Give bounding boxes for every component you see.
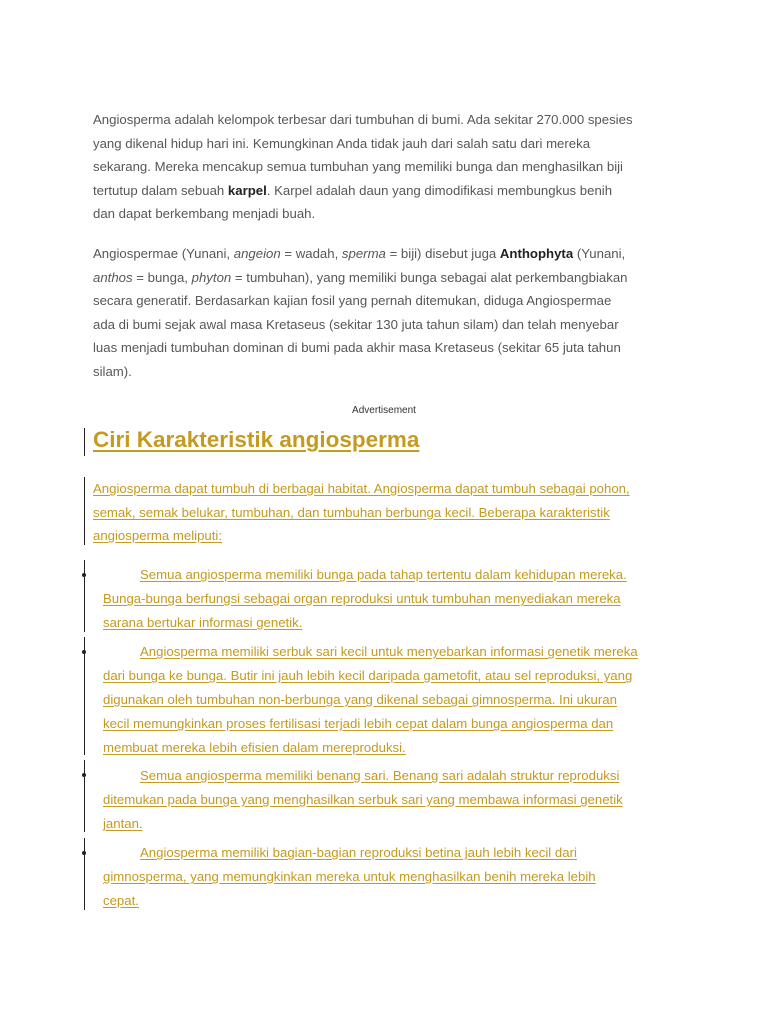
text-line: sarana bertukar informasi genetik. <box>103 615 303 630</box>
text-line: membuat mereka lebih efisien dalam mereproduksi. <box>103 740 406 755</box>
italic-term: sperma <box>341 246 386 261</box>
text-run: = bunga, <box>132 269 192 285</box>
text-run: = tumbuhan), yang memiliki bunga sebagai alat perkembangbiakan <box>231 269 628 285</box>
list-item-link[interactable] <box>103 563 693 635</box>
text-line <box>93 179 683 203</box>
text-run: tertutup dalam sebuah <box>93 182 228 198</box>
text-line: kecil memungkinkan proses fertilisasi terjadi lebih cepat dalam bunga angiosperma dan <box>103 716 614 731</box>
list-item-rule <box>84 560 85 632</box>
paragraph-angiospermae-definition <box>93 242 683 383</box>
text-line: secara generatif. Berdasarkan kajian fosil yang pernah ditemukan, diduga Angiospermae <box>93 293 612 308</box>
list-item-rule <box>84 637 85 755</box>
text-line: angiosperma meliputi: <box>93 528 223 543</box>
bold-term-anthophyta: Anthophyta <box>499 246 574 261</box>
bold-term-karpel: karpel <box>227 182 267 198</box>
text-line: Semua angiosperma memiliki benang sari. Benang sari adalah struktur reproduksi <box>140 768 620 783</box>
list-item-rule <box>84 838 85 910</box>
list-item-link[interactable] <box>103 764 693 836</box>
section-intro-link[interactable] <box>93 477 693 548</box>
text-line: semak, semak belukar, tumbuhan, dan tumbuhan berbunga kecil. Beberapa karakteristik <box>93 504 610 520</box>
text-line: luas menjadi tumbuhan dominan di bumi pada akhir masa Kretaseus (sekitar 65 juta tahun <box>93 340 621 355</box>
text-line: digunakan oleh tumbuhan non-berbunga yang dikenal sebagai gimnosperma. Ini ukuran <box>103 692 617 707</box>
text-line: ada di bumi sejak awal masa Kretaseus (sekitar 130 juta tahun silam) dan telah menyebar <box>93 316 619 332</box>
text-line: Angiosperma adalah kelompok terbesar dari tumbuhan di bumi. Ada sekitar 270.000 spesies <box>93 112 633 127</box>
text-run: Angiospermae (Yunani, <box>93 246 234 261</box>
text-line: yang dikenal hidup hari ini. Kemungkinan Anda tidak jauh dari salah satu dari mereka <box>93 135 591 151</box>
advertisement-label: Advertisement <box>352 405 416 416</box>
text-line: Angiosperma memiliki bagian-bagian reproduksi betina jauh lebih kecil dari <box>140 845 577 860</box>
list-item-link[interactable] <box>103 841 693 913</box>
italic-term: phyton <box>191 269 232 285</box>
text-line <box>93 242 683 266</box>
text-line <box>93 266 683 290</box>
text-run: = biji) disebut juga <box>385 246 500 261</box>
paragraph-angiosperma-intro <box>93 108 683 226</box>
text-line: gimnosperma, yang memungkinkan mereka untuk menghasilkan benih mereka lebih <box>103 869 596 884</box>
heading-rule <box>84 428 85 456</box>
text-run: = wadah, <box>280 246 342 261</box>
text-line: Semua angiosperma memiliki bunga pada tahap tertentu dalam kehidupan mereka. <box>140 567 627 582</box>
text-line: dari bunga ke bunga. Butir ini jauh lebih kecil daripada gametofit, atau sel reproduksi, yang <box>103 668 633 683</box>
text-line: Angiosperma memiliki serbuk sari kecil untuk menyebarkan informasi genetik mereka <box>140 644 638 659</box>
text-line: silam). <box>93 363 132 379</box>
text-line: dan dapat berkembang menjadi buah. <box>93 206 316 221</box>
italic-term: angeion <box>233 246 281 261</box>
list-item-rule <box>84 760 85 832</box>
text-run: . Karpel adalah daun yang dimodifikasi membungkus benih <box>266 182 613 198</box>
list-item-link[interactable] <box>103 640 693 760</box>
intro-rule <box>84 477 85 545</box>
italic-term: anthos <box>93 269 133 285</box>
text-line: jantan. <box>103 816 143 831</box>
text-line: Bunga-bunga berfungsi sebagai organ reproduksi untuk tumbuhan menyediakan mereka <box>103 591 621 606</box>
text-line: Angiosperma dapat tumbuh di berbagai habitat. Angiosperma dapat tumbuh sebagai pohon, <box>93 481 630 496</box>
section-heading-link[interactable]: Ciri Karakteristik angiosperma <box>93 427 420 452</box>
text-line: cepat. <box>103 893 139 908</box>
text-run: (Yunani, <box>573 246 626 261</box>
text-line: sekarang. Mereka mencakup semua tumbuhan yang memiliki bunga dan menghasilkan biji <box>93 159 623 174</box>
text-line: ditemukan pada bunga yang menghasilkan serbuk sari yang membawa informasi genetik <box>103 792 623 807</box>
